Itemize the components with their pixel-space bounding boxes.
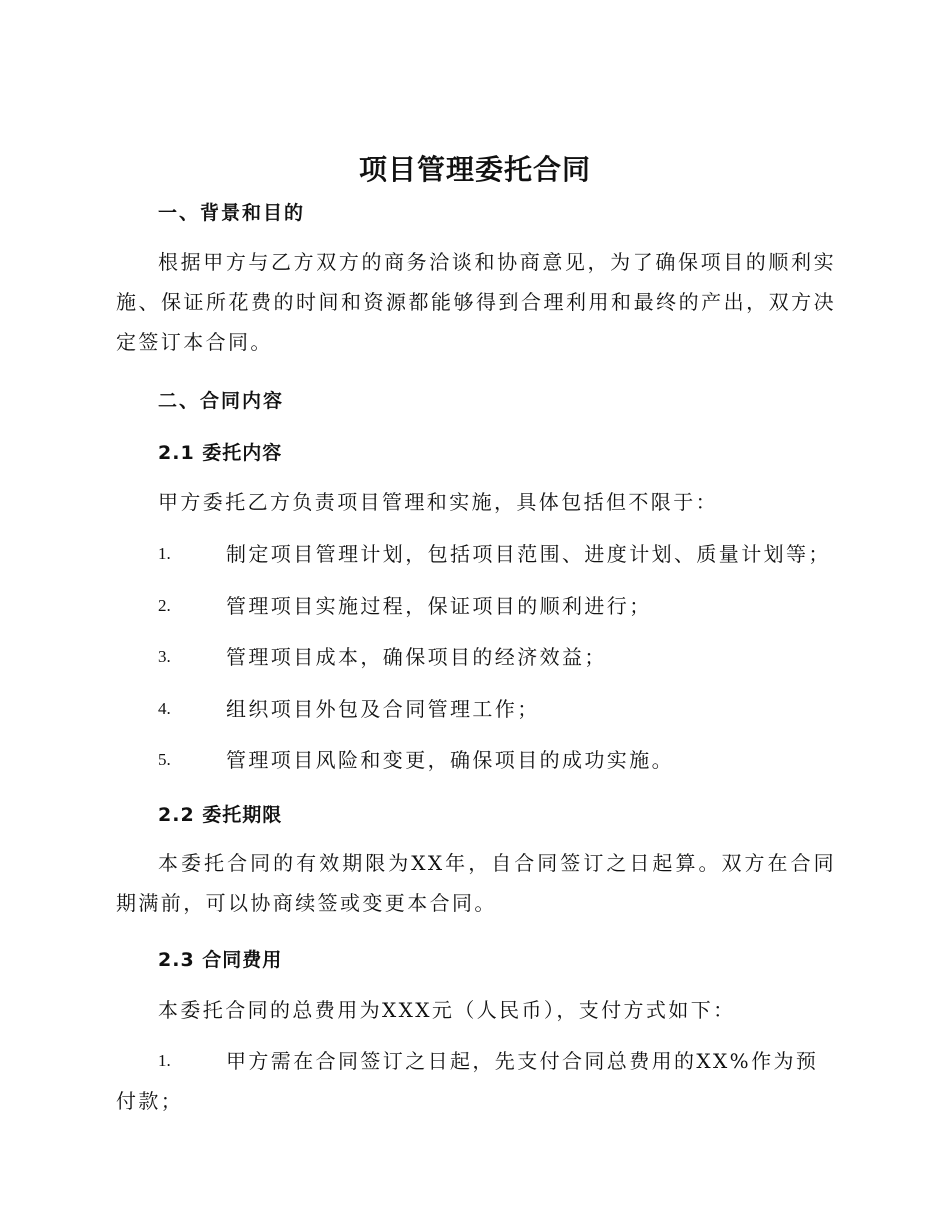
subsection-heading-delegation-content: 2.1 委托内容 xyxy=(158,442,283,464)
paragraph-background: 根据甲方与乙方双方的商务洽谈和协商意见，为了确保项目的顺利实施、保证所花费的时间和资源都能够得到合理利用和最终的产出，双方决定签订本合同。 xyxy=(116,250,836,354)
list-item-number: 5. xyxy=(158,750,171,769)
list-item-text: 制定项目管理计划，包括项目范围、进度计划、质量计划等； xyxy=(226,542,831,566)
list-item-number: 1. xyxy=(158,544,171,563)
section-heading-contract-content: 二、合同内容 xyxy=(158,390,285,412)
list-item xyxy=(116,586,836,626)
list-item xyxy=(116,689,836,729)
paragraph-fees-intro: 本委托合同的总费用为XXX元（人民币），支付方式如下： xyxy=(158,998,736,1022)
list-item-number: 1. xyxy=(158,1051,171,1070)
paragraph-delegation-intro: 甲方委托乙方负责项目管理和实施，具体包括但不限于： xyxy=(158,490,718,514)
section-heading-background: 一、背景和目的 xyxy=(158,202,306,224)
subsection-heading-contract-fees: 2.3 合同费用 xyxy=(158,949,283,971)
list-item-text: 组织项目外包及合同管理工作； xyxy=(226,697,540,721)
list-item-number: 2. xyxy=(158,596,171,615)
list-item-number: 4. xyxy=(158,699,171,718)
list-item xyxy=(116,534,836,574)
list-item-text: 甲方需在合同签订之日起，先支付合同总费用的XX%作为预付款； xyxy=(116,1049,819,1113)
list-item-text: 管理项目风险和变更，确保项目的成功实施。 xyxy=(226,748,674,772)
list-item xyxy=(116,637,836,677)
list-item xyxy=(116,1041,836,1121)
list-item-number: 3. xyxy=(158,647,171,666)
list-item-text: 管理项目实施过程，保证项目的顺利进行； xyxy=(226,594,652,618)
list-item xyxy=(116,740,836,780)
paragraph-delegation-period: 本委托合同的有效期限为XX年，自合同签订之日起算。双方在合同期满前，可以协商续签或变更本合同。 xyxy=(116,851,836,915)
list-item-text: 管理项目成本，确保项目的经济效益； xyxy=(226,645,607,669)
subsection-heading-delegation-period: 2.2 委托期限 xyxy=(158,804,283,826)
document-title: 项目管理委托合同 xyxy=(358,153,591,186)
